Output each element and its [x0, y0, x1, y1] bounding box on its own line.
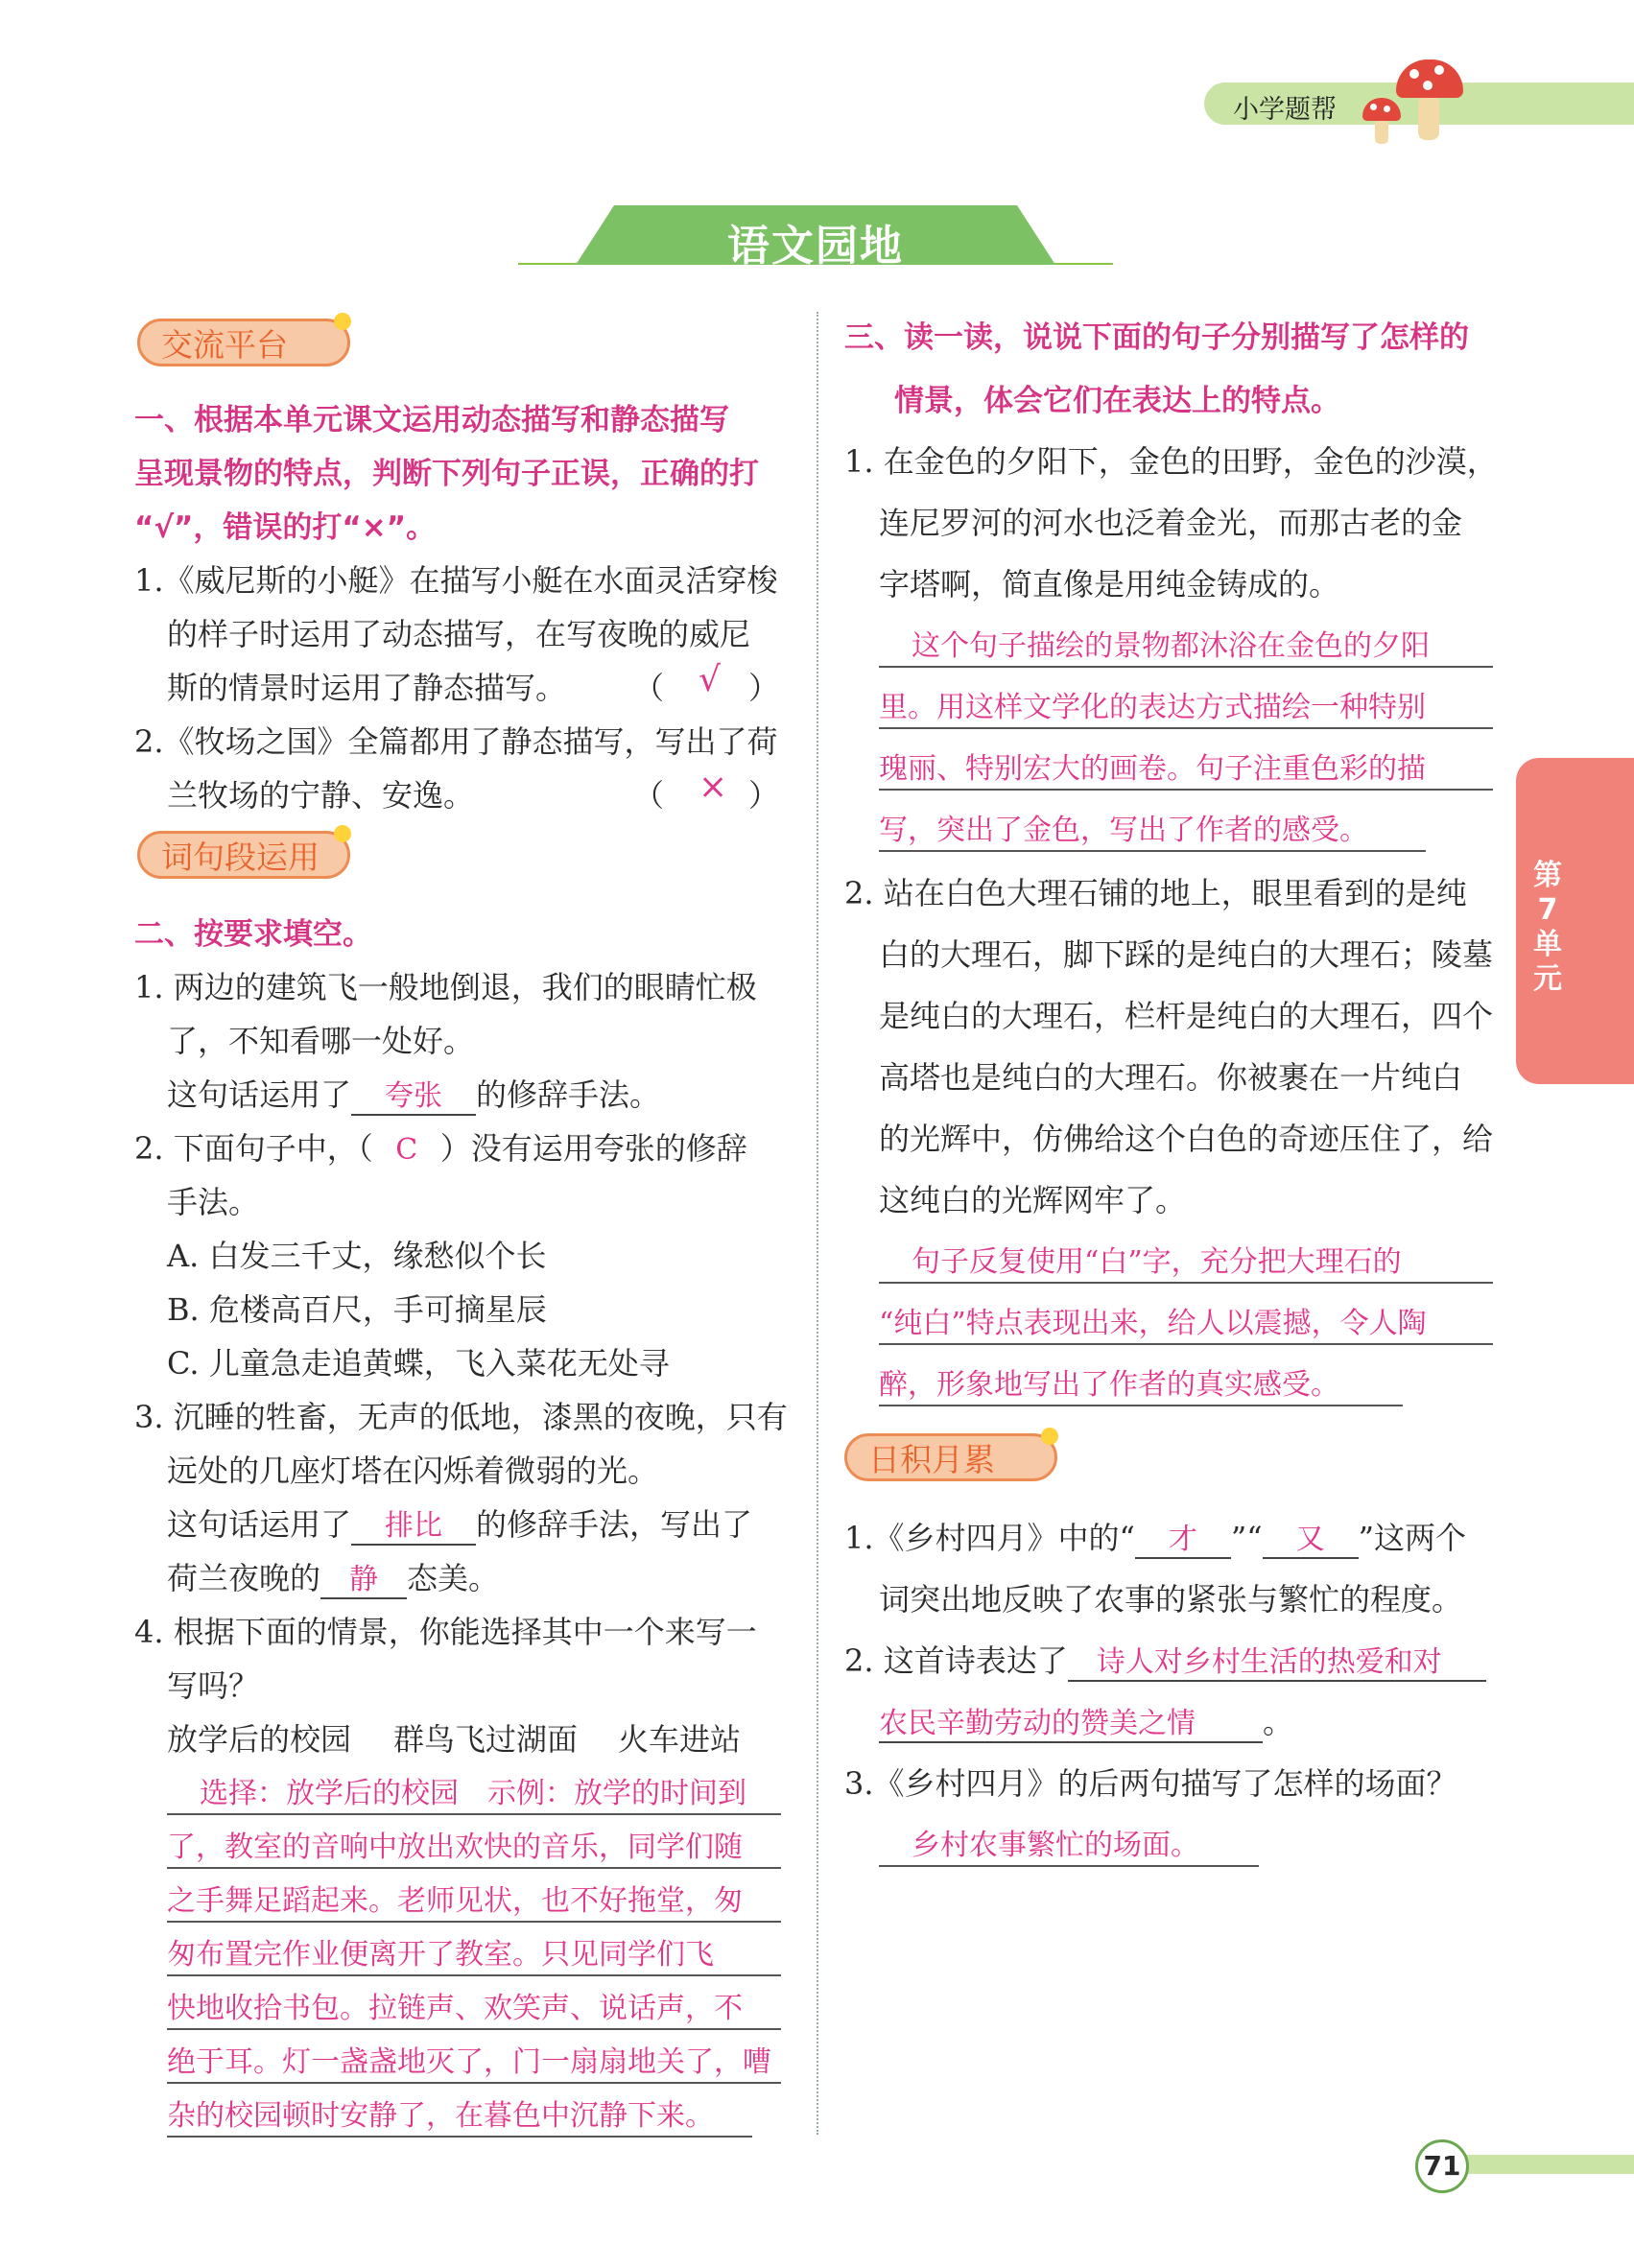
- q2-i4-answer-line4: 匆布置完作业便离开了教室。只见同学们飞: [167, 1930, 781, 1976]
- q2-i1-line3: 这句话运用了 夸张 的修辞手法。: [167, 1071, 660, 1116]
- q3-a1-line3: 瑰丽、特别宏大的画卷。句子注重色彩的描: [879, 744, 1493, 791]
- q3-s2-line2: 白的大理石，脚下踩的是纯白的大理石；陵墓: [879, 936, 1494, 973]
- q2-i4-answer-line1: 选择：放学后的校园 示例：放学的时间到: [167, 1769, 781, 1815]
- q2-i4-choice-3: 火车进站: [618, 1721, 742, 1758]
- q2-i4-answer-line5: 快地收拾书包。拉链声、欢笑声、说话声，不: [167, 1984, 781, 2030]
- q3-s2-line1: 2. 站在白色大理石铺的地上，眼里看到的是纯: [844, 875, 1467, 911]
- q3-a2-line3: 醉，形象地写出了作者的真实感受。: [879, 1360, 1403, 1406]
- q2-i2-line2: 手法。: [167, 1184, 260, 1220]
- q2-i1-line2: 了，不知看哪一处好。: [167, 1023, 475, 1059]
- q2-i4-line1: 4. 根据下面的情景，你能选择其中一个来写一: [134, 1614, 757, 1650]
- paren-close: ）: [748, 777, 780, 814]
- q2-i1-answer: 夸张: [351, 1072, 476, 1116]
- q3-s2-line6: 这纯白的光辉网牢了。: [879, 1182, 1187, 1218]
- q1-item1-line3: 斯的情景时运用了静态描写。: [167, 670, 567, 706]
- q3-heading-line2: 情景，体会它们在表达上的特点。: [894, 384, 1340, 418]
- q2-i1-line1: 1. 两边的建筑飞一般地倒退，我们的眼睛忙极: [134, 969, 757, 1005]
- star-icon: [334, 825, 351, 842]
- q1-line-3: “√”，错误的打“×”。: [134, 510, 437, 545]
- q4-i2-answer-1: 诗人对乡村生活的热爱和对: [1068, 1638, 1486, 1682]
- q4-i1-answer-2: 又: [1263, 1515, 1359, 1559]
- q2-option-a: A. 白发三千丈，缘愁似个长: [167, 1238, 547, 1274]
- q2-i4-answer-line2: 了，教室的音响中放出欢快的音乐，同学们随: [167, 1823, 781, 1869]
- q3-s1-line2: 连尼罗河的河水也泛着金光，而那古老的金: [879, 505, 1463, 541]
- star-icon: [334, 313, 351, 330]
- q4-i1-answer-1: 才: [1135, 1515, 1231, 1559]
- q4-i1-line2: 词突出地反映了农事的紧张与繁忙的程度。: [879, 1581, 1463, 1618]
- q1-item2-line2: 兰牧场的宁静、安逸。: [167, 777, 475, 814]
- q3-s2-line5: 的光辉中，仿佛给这个白色的奇迹压住了，给: [879, 1121, 1494, 1157]
- page-title: 语文园地: [727, 222, 904, 271]
- section-tag-accumulation: 日积月累: [844, 1433, 1057, 1481]
- q4-i3-answer: 乡村农事繁忙的场面。: [879, 1821, 1259, 1867]
- q2-i3-line1: 3. 沉睡的牲畜，无声的低地，漆黑的夜晚，只有: [134, 1399, 788, 1435]
- q2-i2-line1: 2. 下面句子中，（ C ）没有运用夸张的修辞: [134, 1130, 747, 1167]
- q2-option-b: B. 危楼高百尺，手可摘星辰: [167, 1291, 547, 1328]
- q4-i2-answer-2: 农民辛勤劳动的赞美之情: [879, 1699, 1263, 1743]
- q1-item1-line1: 1.《威尼斯的小艇》在描写小艇在水面灵活穿梭: [134, 562, 778, 599]
- q2-i4-line2: 写吗？: [167, 1667, 260, 1704]
- q3-s1-line1: 1. 在金色的夕阳下，金色的田野，金色的沙漠，: [844, 443, 1498, 480]
- q1-line-2: 呈现景物的特点，判断下列句子正误，正确的打: [134, 457, 759, 491]
- q4-i2-line1: 2. 这首诗表达了 诗人对乡村生活的热爱和对: [844, 1637, 1486, 1682]
- q2-i4-choice-2: 群鸟飞过湖面: [393, 1721, 579, 1758]
- q2-i3-line2: 远处的几座灯塔在闪烁着微弱的光。: [167, 1453, 659, 1489]
- q2-i3-line4: 荷兰夜晚的 静 态美。: [167, 1554, 499, 1599]
- q2-i3-answer-2: 静: [320, 1555, 407, 1599]
- q4-i2-line2: 农民辛勤劳动的赞美之情 。: [879, 1698, 1293, 1743]
- q1-item2-line1: 2.《牧场之国》全篇都用了静态描写，写出了荷: [134, 723, 778, 760]
- q2-i2-answer: C: [395, 1133, 418, 1167]
- q3-a1-line2: 里。用这样文学化的表达方式描绘一种特别: [879, 683, 1493, 729]
- q3-s2-line4: 高塔也是纯白的大理石。你被裹在一片纯白: [879, 1059, 1463, 1096]
- q3-a1-line4: 写，突出了金色，写出了作者的感受。: [879, 806, 1426, 852]
- q2-i4-answer-line6: 绝于耳。灯一盏盏地灭了，门一扇扇地关了，嘈: [167, 2038, 781, 2084]
- q1-line-1: 一、根据本单元课文运用动态描写和静态描写: [134, 403, 729, 437]
- q4-i3-question: 3.《乡村四月》的后两句描写了怎样的场面？: [844, 1765, 1457, 1802]
- q3-s2-line3: 是纯白的大理石，栏杆是纯白的大理石，四个: [879, 998, 1494, 1034]
- paren-open: （: [633, 670, 665, 706]
- q3-s1-line3: 字塔啊，简直像是用纯金铸成的。: [879, 566, 1340, 602]
- star-icon: [1041, 1428, 1058, 1445]
- q2-i3-line3: 这句话运用了 排比 的修辞手法，写出了: [167, 1500, 752, 1546]
- mushroom-cap-icon: [1396, 59, 1463, 98]
- q3-a2-line1: 句子反复使用“白”字，充分把大理石的: [879, 1238, 1493, 1284]
- q3-heading-line1: 三、读一读，说说下面的句子分别描写了怎样的: [844, 320, 1469, 355]
- q3-a2-line2: “纯白”特点表现出来，给人以震撼，令人陶: [879, 1299, 1493, 1345]
- unit-label: 第7单元: [1533, 859, 1562, 996]
- page-number: 71: [1415, 2139, 1469, 2193]
- q2-heading: 二、按要求填空。: [134, 917, 372, 952]
- section-tag-usage: 词句段运用: [137, 831, 350, 879]
- q2-i4-choice-1: 放学后的校园: [167, 1721, 352, 1758]
- q4-i1-line1: 1.《乡村四月》中的“ 才 ”“ 又 ”这两个: [844, 1514, 1466, 1559]
- mushroom-icon: [1418, 96, 1439, 140]
- q2-i3-answer-1: 排比: [351, 1501, 476, 1546]
- mushroom-small-icon: [1375, 119, 1388, 144]
- brand-name: 小学题帮: [1233, 95, 1337, 125]
- q1-item1-line2: 的样子时运用了动态描写，在写夜晚的威尼: [167, 616, 751, 652]
- q1-answer-2: ×: [699, 768, 728, 807]
- q2-option-c: C. 儿童急走追黄蝶，飞入菜花无处寻: [167, 1345, 670, 1382]
- section-tag-exchange: 交流平台: [137, 319, 350, 366]
- q2-i4-answer-line7: 杂的校园顿时安静了，在暮色中沉静下来。: [167, 2091, 752, 2138]
- paren-close: ）: [748, 670, 780, 706]
- column-divider: [817, 312, 818, 2135]
- paren-open: （: [633, 777, 665, 814]
- q2-i4-answer-line3: 之手舞足蹈起来。老师见状，也不好拖堂，匆: [167, 1877, 781, 1923]
- q3-a1-line1: 这个句子描绘的景物都沐浴在金色的夕阳: [879, 622, 1493, 668]
- q1-answer-1: √: [699, 660, 721, 699]
